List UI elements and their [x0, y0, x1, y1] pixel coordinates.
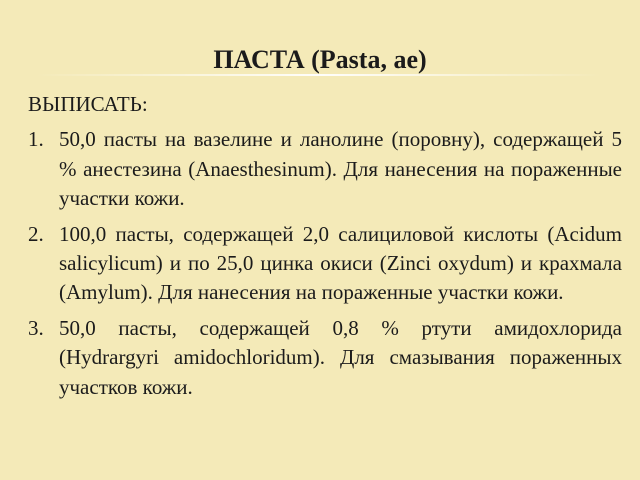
title-divider: [36, 74, 602, 76]
prescribe-heading: ВЫПИСАТЬ:: [28, 92, 148, 116]
slide-title: ПАСТА (Pasta, ae): [213, 45, 427, 74]
list-item-text: 50,0 пасты, содержащей 0,8 % ртути амидохлорида (Hydrargyri amidochloridum). Для смазывания пораженных участков кожи.: [59, 315, 622, 399]
list-item-text: 50,0 пасты на вазелине и ланолине (поровну), содержащей 5 % анестезина (Anaesthesinum). Для нанесения на пораженные участки кожи.: [59, 127, 622, 211]
list-item-1: [28, 125, 622, 213]
list-item-3: [28, 314, 622, 402]
list-item-number: 3.: [28, 315, 44, 340]
list-item-number: 1.: [28, 127, 44, 152]
list-item-text: 100,0 пасты, содержащей 2,0 салициловой кислоты (Acidum salicylicum) и по 25,0 цинка окиси (Zinci oxydum) и крахмала (Amylum). Для нанесения на пораженные участки кожи.: [59, 221, 622, 305]
slide-content: [28, 90, 622, 408]
list-item-2: [28, 220, 622, 308]
list-item-number: 2.: [28, 221, 44, 246]
